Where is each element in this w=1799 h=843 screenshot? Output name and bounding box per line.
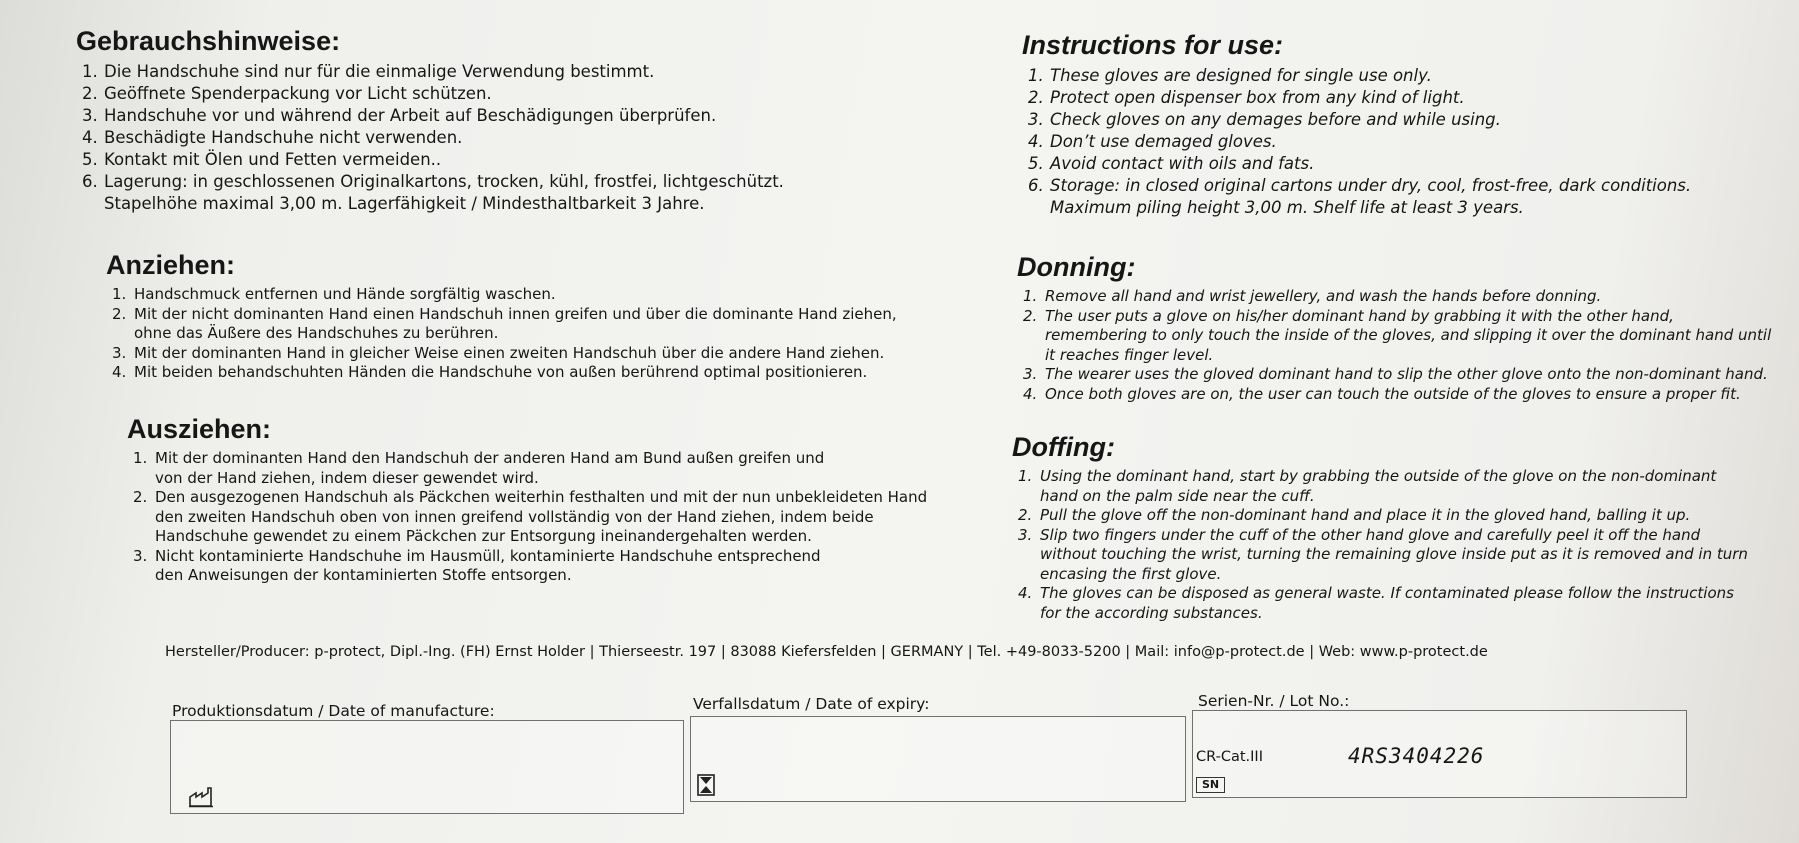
list-item	[1018, 506, 1782, 526]
list-item-line: Pull the glove off the non-dominant hand and place it in the gloved hand, balling it up.	[1040, 506, 1691, 524]
list-item-number: 1.	[82, 62, 98, 81]
en-doffing-list	[1012, 467, 1782, 623]
list-item	[1028, 175, 1782, 219]
lot-number-value: 4RS3404226	[1348, 744, 1485, 768]
list-item-line: These gloves are designed for single use only.	[1050, 66, 1432, 85]
list-item	[82, 105, 956, 127]
list-item-line: Geöffnete Spenderpackung vor Licht schützen.	[104, 84, 492, 103]
list-item	[112, 363, 986, 383]
list-item-number: 3.	[1023, 365, 1038, 383]
list-item	[133, 488, 1007, 547]
list-item-number: 4.	[1028, 132, 1044, 151]
manufacture-date-label: Produktionsdatum / Date of manufacture:	[172, 702, 495, 720]
list-item-line: The gloves can be disposed as general waste. If contaminated please follow the instructions	[1040, 584, 1734, 602]
list-item-number: 4.	[1018, 584, 1033, 602]
list-item-line: Don’t use demaged gloves.	[1050, 132, 1277, 151]
list-item-line: Die Handschuhe sind nur für die einmalige Verwendung bestimmt.	[104, 62, 655, 81]
en-donning-title: Donning:	[1017, 252, 1136, 282]
list-item-line: Nicht kontaminierte Handschuhe im Hausmüll, kontaminierte Handschuhe entsprechend	[155, 546, 821, 565]
list-item-number: 2.	[1023, 306, 1038, 325]
list-item-line: den zweiten Handschuh oben von innen greifend vollständig von der Hand ziehen, indem beide	[155, 507, 874, 526]
list-item	[1023, 306, 1787, 366]
list-item-number: 3.	[1028, 110, 1044, 129]
lot-number-label: Serien-Nr. / Lot No.:	[1198, 692, 1350, 710]
list-item-number: 6.	[82, 172, 98, 191]
de-donning-section	[106, 250, 986, 383]
list-item-line: Slip two fingers under the cuff of the other hand glove and carefully peel it off the hand	[1040, 525, 1701, 544]
de-donning-title: Anziehen:	[106, 250, 236, 280]
list-item-line: The wearer uses the gloved dominant hand to slip the other glove onto the non-dominant hand.	[1045, 365, 1768, 383]
en-donning-section	[1017, 252, 1787, 404]
list-item-line: Stapelhöhe maximal 3,00 m. Lagerfähigkeit / Mindesthaltbarkeit 3 Jahre.	[104, 194, 705, 213]
list-item-line: Lagerung: in geschlossenen Originalkartons, trocken, kühl, frostfei, lichtgeschützt.	[104, 172, 784, 191]
list-item-number: 1.	[1023, 287, 1038, 305]
list-item-number: 3.	[1018, 525, 1033, 544]
list-item-line: Maximum piling height 3,00 m. Shelf life at least 3 years.	[1050, 198, 1524, 217]
list-item-line: Den ausgezogenen Handschuh als Päckchen weiterhin festhalten und mit der nun unbekleideten Hand	[155, 488, 928, 506]
list-item-line: Check gloves on any demages before and while using.	[1050, 110, 1501, 129]
de-usage-list	[76, 61, 956, 215]
list-item-number: 4.	[112, 363, 127, 381]
en-donning-list	[1017, 287, 1787, 404]
list-item-number: 1.	[1018, 467, 1033, 485]
list-item	[133, 449, 1007, 488]
list-item	[82, 127, 956, 149]
de-doffing-list	[127, 449, 1007, 586]
list-item	[1028, 87, 1782, 109]
list-item-line: Protect open dispenser box from any kind of light.	[1050, 88, 1465, 107]
list-item-number: 6.	[1028, 176, 1044, 195]
list-item-line: den Anweisungen der kontaminierten Stoffe entsorgen.	[155, 566, 572, 584]
list-item	[82, 149, 956, 171]
list-item-number: 2.	[82, 84, 98, 103]
list-item-number: 1.	[133, 449, 148, 467]
de-usage-section	[76, 26, 956, 215]
list-item-number: 5.	[1028, 154, 1044, 173]
list-item-number: 4.	[82, 128, 98, 147]
en-usage-section	[1022, 30, 1782, 219]
list-item-number: 2.	[1018, 506, 1033, 524]
list-item-line: Mit beiden behandschuhten Händen die Handschuhe von außen berührend optimal positionieren.	[134, 363, 868, 381]
factory-icon	[188, 786, 214, 808]
list-item	[1028, 65, 1782, 87]
de-doffing-title: Ausziehen:	[127, 414, 272, 444]
list-item-number: 3.	[133, 546, 148, 565]
list-item	[82, 61, 956, 83]
list-item-line: The user puts a glove on his/her dominant hand by grabbing it with the other hand,	[1045, 306, 1674, 325]
list-item-line: Beschädigte Handschuhe nicht verwenden.	[104, 128, 463, 147]
list-item-line: encasing the first glove.	[1040, 564, 1222, 583]
list-item-line: von der Hand ziehen, indem dieser gewendet wird.	[155, 468, 539, 487]
list-item-line: Avoid contact with oils and fats.	[1050, 154, 1315, 173]
list-item	[82, 83, 956, 105]
list-item-number: 4.	[1023, 384, 1038, 403]
list-item-number: 2.	[112, 304, 127, 323]
list-item	[1028, 153, 1782, 175]
en-usage-list	[1022, 65, 1782, 219]
list-item-line: Mit der nicht dominanten Hand einen Handschuh innen greifen und über die dominante Hand ziehen,	[134, 304, 897, 323]
list-item	[1018, 525, 1782, 585]
sn-badge: SN	[1196, 777, 1225, 793]
list-item-line: remembering to only touch the inside of the gloves, and slipping it over the dominant hand until	[1045, 326, 1772, 344]
de-usage-title: Gebrauchshinweise:	[76, 26, 341, 56]
expiry-date-box	[690, 716, 1186, 802]
cr-category: CR-Cat.III	[1196, 749, 1263, 765]
list-item	[1018, 584, 1782, 623]
list-item	[112, 343, 986, 364]
list-item-line: for the according substances.	[1040, 603, 1263, 622]
list-item	[1028, 131, 1782, 153]
list-item-line: it reaches finger level.	[1045, 345, 1214, 364]
list-item-number: 3.	[112, 343, 127, 362]
list-item-number: 2.	[1028, 88, 1044, 107]
list-item-line: ohne das Äußere des Handschuhes zu berühren.	[134, 324, 499, 342]
list-item	[112, 304, 986, 344]
list-item	[1018, 467, 1782, 506]
list-item	[82, 171, 956, 215]
list-item-line: Once both gloves are on, the user can touch the outside of the gloves to ensure a proper fit.	[1045, 384, 1741, 403]
producer-line: Hersteller/Producer: p-protect, Dipl.-Ing. (FH) Ernst Holder | Thierseestr. 197 | 83088 Kiefersfelden | GERMANY | Tel. +49-8033-5200 | Mail: info@p-protect.de | Web: www.p-protect.de	[165, 644, 1488, 660]
list-item-line: hand on the palm side near the cuff.	[1040, 486, 1315, 505]
list-item-line: Mit der dominanten Hand den Handschuh der anderen Hand am Bund außen greifen und	[155, 449, 825, 467]
list-item	[112, 285, 986, 305]
list-item	[1023, 384, 1787, 405]
list-item	[133, 546, 1007, 586]
list-item	[1028, 109, 1782, 131]
list-item-number: 1.	[112, 285, 127, 303]
en-usage-title: Instructions for use:	[1022, 30, 1284, 60]
list-item-line: Handschmuck entfernen und Hände sorgfältig waschen.	[134, 285, 556, 303]
list-item	[1023, 365, 1787, 385]
list-item-line: Mit der dominanten Hand in gleicher Weise einen zweiten Handschuh über die andere Hand ziehen.	[134, 343, 885, 362]
de-donning-list	[106, 285, 986, 383]
en-doffing-title: Doffing:	[1012, 432, 1115, 462]
list-item-line: Using the dominant hand, start by grabbing the outside of the glove on the non-dominant	[1040, 467, 1717, 485]
lot-number-box	[1192, 710, 1687, 798]
list-item-number: 3.	[82, 106, 98, 125]
list-item-number: 5.	[82, 150, 98, 169]
en-doffing-section	[1012, 432, 1782, 623]
hourglass-icon	[697, 774, 715, 796]
list-item	[1023, 287, 1787, 307]
list-item-line: Remove all hand and wrist jewellery, and wash the hands before donning.	[1045, 287, 1602, 305]
list-item-line: Storage: in closed original cartons under dry, cool, frost-free, dark conditions.	[1050, 176, 1692, 195]
list-item-number: 1.	[1028, 66, 1044, 85]
list-item-line: Kontakt mit Ölen und Fetten vermeiden..	[104, 150, 442, 169]
expiry-date-label: Verfallsdatum / Date of expiry:	[693, 695, 930, 713]
list-item-line: Handschuhe gewendet zu einem Päckchen zur Entsorgung ineinandergehalten werden.	[155, 527, 812, 545]
de-doffing-section	[127, 414, 1007, 586]
list-item-line: without touching the wrist, turning the remaining glove inside put as it is removed and in turn	[1040, 545, 1748, 563]
list-item-line: Handschuhe vor und während der Arbeit auf Beschädigungen überprüfen.	[104, 106, 717, 125]
list-item-number: 2.	[133, 488, 148, 506]
manufacture-date-box	[170, 720, 684, 814]
